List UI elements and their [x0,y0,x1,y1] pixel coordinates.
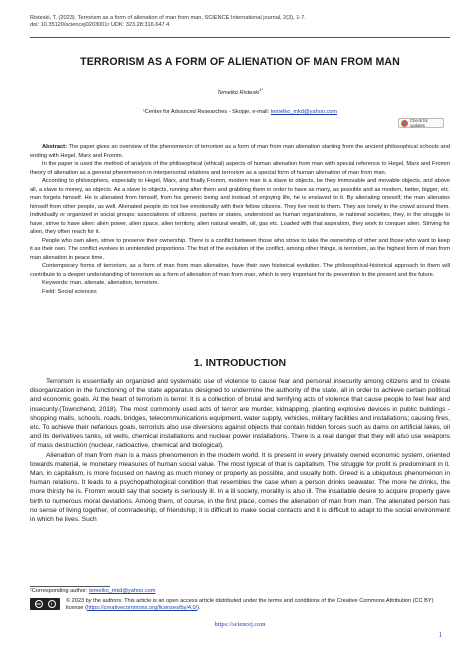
introduction-body [30,377,450,524]
page-number: 1 [438,631,442,639]
body-paragraph: Terrorism is essentially an organized and systematic use of violence to cause fear and personal insecurity among citizens and to create disorganization in the functioning of the state apparatus designed to undermine the authority of the state, all in order to achieve certain political and economic goals. At the heart of terrorism is terror. It is a collection of brutal and terrifying acts of violence that cause people to feel fear and insecurity.(Townchend, 2018). The most commonly used acts of terror are murder, kidnapping, planting explosive devices in public buildings - shopping malls, schools, roads, bridges, telecommunications equipment, water supply, vehicles, military facilities and installations; causing fires, etc. To achieve their nefarious goals, terrorists also use diversions against objects that contain hidden forces such as dams on artificial lakes, oil and its derivatives tanks, oil wells, chemical installations and nuclear power installations. There is a real danger that they will also use weapons of mass destruction (nuclear, radioactive, chemical and biological). [30,378,450,450]
body-paragraph: Alienation of man from man is a mass phenomenon in the modern world. It is present in every privately owned economic system, oriented towards material, ie monetary measures of human social value. The most typical of that is capitalism. The struggle for profit is predominant in it. Man, in capitalism, is more focused on having as much money or property as possible, and usually both. Greed is a ubiquitous phenomenon in human relations. It leads to a psychopathological condition that resembles the case when a person drinks seawater. The more he drinks, the more thirsty he is. Fromm would say that society is seriously ill. In a ill society, morality is also ill. The insatiable desire to acquire property gave birth to numerous moral deviations. Among them, of course, in the first place, comes the alienation of man from man. The alienated person has no sense of living together, of comradeship, of friendship; it is difficult to make social contacts and it is difficult to adapt to the social environment in which he lives. Such [30,451,450,524]
crossmark-icon [401,120,408,127]
doi-line: doi: 10.35120/sciencej0203001r UDK: 323.28:316.647.4 [30,22,170,29]
license-text: © 2023 by the authors. This article is an open access article distributed under the terms and conditions of the Creative Commons Attribution (CC BY) license (https://creativecommons.org/licenses/by/4.0/). [66,598,434,612]
affiliation [30,109,450,115]
check-for-updates-badge[interactable] [398,118,444,128]
author-mark: 1* [259,87,263,92]
author-line [30,87,450,96]
header-divider [30,37,450,38]
abstract-paragraph: According to philosophers, especially to Hegel, Marx, and finally Fromm, modern man is a slave to objects, be they immovable and movable objects, and above all, a slave to money, as objects. As a slave to objects, running after them and grabbing them in order to have as many, as possible and as modern, better, bigger, etc. man forgets himself. He is alienated from himself, from his generic being and instead of enjoying life, he is enslaved to it. By alienating oneself, the man alienates himself from other people, as well. Alienated people do not live emotionally with their fellow citizens. They live next to them. They are lonely in the crowd around them. Individually or organized in social groups: associations of citizens, parties or states, understood as human organizations, ie national societies, they, in the struggle to have, strive to have alien: alien power, alien space, alien territory, alien natural wealth, oil, gas etc. Loaded with that aspiration, they work to conquer alien. Striving for alien, they often reach for it. [30,178,450,235]
field: Field: Social sciences [42,288,97,295]
abstract-paragraph: People who own alien, strive to preserve their ownership. There is a conflict between those who strive to take the ownership of other and those who want to keep it as their own. The conflict evolves to unintended proportions. The fruit of the evolution of the conflict, among other things, is terrorism, as the highest form of man from man alienation in peace time. [30,237,450,261]
corresponding-email-link[interactable]: temelko_mkd@yahoo.com [89,588,156,594]
abstract-paragraph: Abstract: The paper gives an overview of the phenomenon of terrorism as a form of man from man alienation starting from the ancient philosophical schools and ending with Hegel, Marx and Fromm. [30,144,450,159]
section-heading-introduction: 1. INTRODUCTION [193,357,287,369]
abstract-paragraph: In the paper is used the method of analysis of the philosophical (ethical) aspects of human alienation from man with special reference to Hegel, Marx and Fromm theory of alienation as a general phenomenon in interpersonal relations and terrorism as a special form of human alienation of man from man. [30,161,450,176]
footnote-divider [30,586,110,587]
check-updates-label: Check for updates [410,118,428,128]
citation-header [30,15,450,30]
license-link[interactable]: https://creativecommons.org/licenses/by/4.0/ [86,605,198,612]
abstract-paragraph: Contemporary forms of terrorism, as a form of man from man alienation, have their own historical evolution. The philosophical-historical approach to them will contribute to a deeper understanding of terrorism as a form of alienation of man from man, which is very important for its prevention in the present and the future. [30,263,450,278]
author-name: Temelko Risteski [217,89,260,96]
citation-line: Risteski, T. (2023). Terrorism as a form of alienation of man from man, SCIENCE International journal, 2(3), 1-7. [30,15,306,21]
cc-by-license-icon: cc i [30,598,60,610]
license-block [30,598,450,612]
abstract-section [30,143,450,296]
abstract-label: Abstract: [42,144,67,150]
affiliation-text: ¹Center for Advanced Researches - Skopje, e-mail: [142,109,271,115]
journal-site-link[interactable]: https://sciencej.com [214,621,266,628]
keywords: Keywords: man, alienate, alienation, terrorism. [42,280,159,286]
affiliation-email-link[interactable]: temelko_mkd@yahoo.com [270,109,338,115]
paper-title: TERRORISM AS A FORM OF ALIENATION OF MAN FROM MAN [80,56,400,68]
corresponding-author-footnote: ¹Corresponding author: temelko_mkd@yahoo.com [30,588,156,594]
